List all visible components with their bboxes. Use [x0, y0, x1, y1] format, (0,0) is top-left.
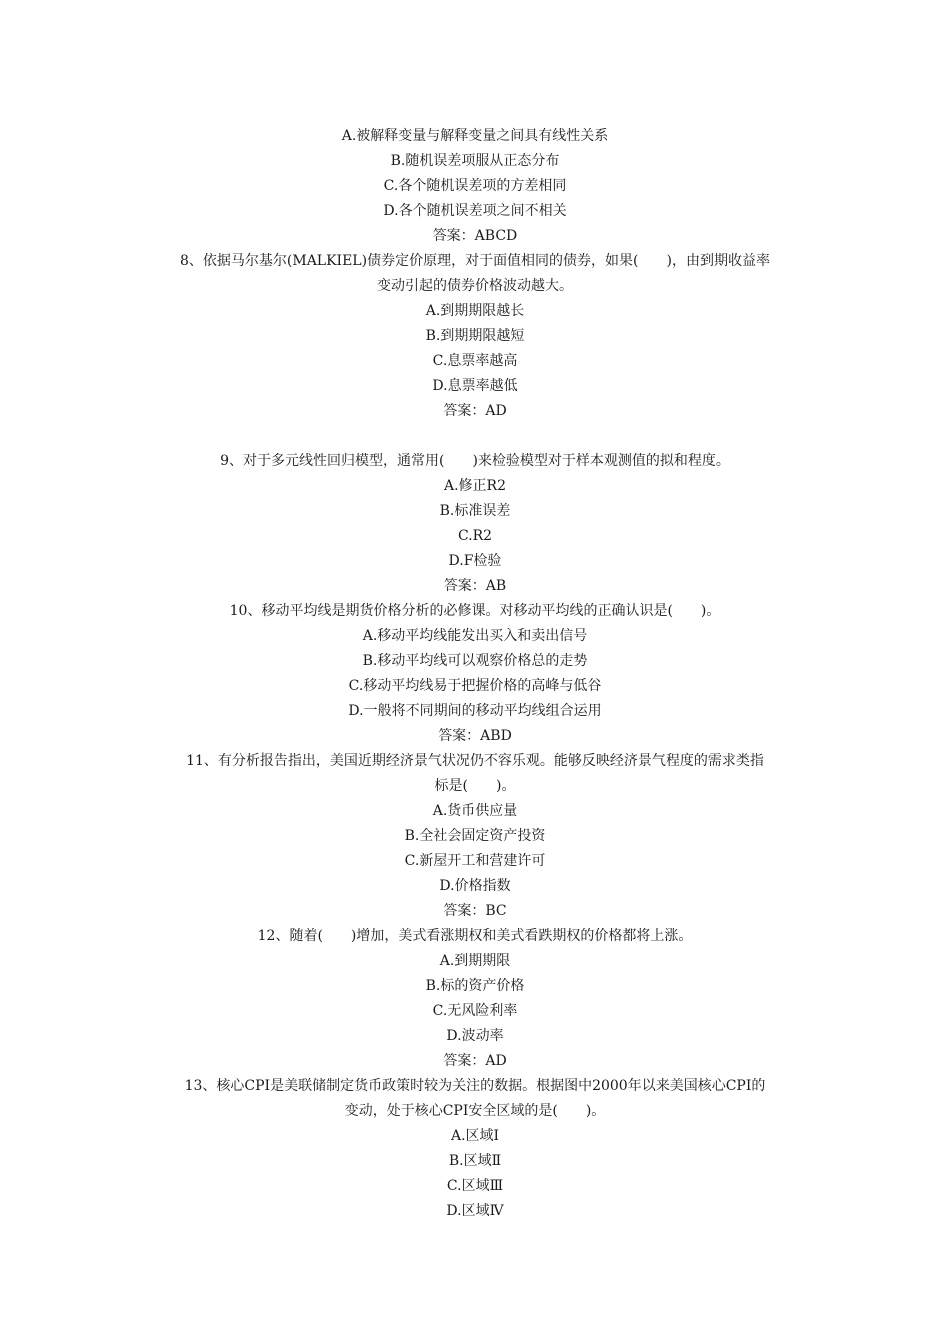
option-d: D.区域Ⅳ: [446, 1203, 504, 1219]
question-stem: 11、有分析报告指出，美国近期经济景气状况仍不容乐观。能够反映经济景气程度的需求类指: [186, 753, 764, 769]
option-d: D.价格指数: [439, 878, 511, 894]
option-c: C.各个随机误差项的方差相同: [383, 178, 567, 194]
question-stem: 8、依据马尔基尔(MALKIEL)债券定价原理，对于面值相同的债券，如果( )，由到期收益率: [179, 253, 770, 269]
question-7: [0, 124, 950, 249]
option-c: C.移动平均线易于把握价格的高峰与低谷: [348, 678, 602, 694]
option-d: D.息票率越低: [432, 378, 518, 394]
option-b: B.标准误差: [439, 503, 511, 519]
option-a: A.移动平均线能发出买入和卖出信号: [362, 628, 588, 644]
question-12: [0, 924, 950, 1074]
option-a: A.被解释变量与解释变量之间具有线性关系: [341, 128, 609, 144]
option-c: C.无风险利率: [432, 1003, 518, 1019]
option-a: A.到期期限越长: [425, 303, 525, 319]
option-d: D.波动率: [446, 1028, 504, 1044]
answer: 答案：ABCD: [432, 228, 518, 244]
question-11: [0, 749, 950, 924]
answer: 答案：BC: [443, 903, 507, 919]
option-a: A.到期期限: [439, 953, 511, 969]
option-c: C.息票率越高: [432, 353, 518, 369]
option-b: B.移动平均线可以观察价格总的走势: [362, 653, 588, 669]
question-stem: 10、移动平均线是期货价格分析的必修课。对移动平均线的正确认识是( )。: [229, 603, 721, 619]
question-stem: 12、随着( )增加，美式看涨期权和美式看跌期权的价格都将上涨。: [257, 928, 693, 944]
answer: 答案：AD: [443, 1053, 507, 1069]
option-a: A.货币供应量: [432, 803, 518, 819]
question-8: [0, 249, 950, 424]
question-stem: 13、核心CPI是美联储制定货币政策时较为关注的数据。根据图中2000年以来美国核心CPI的: [184, 1078, 766, 1094]
question-stem: 9、对于多元线性回归模型，通常用( )来检验模型对于样本观测值的拟和程度。: [220, 453, 730, 469]
option-a: A.修正R2: [443, 478, 506, 494]
option-c: C.新屋开工和营建许可: [404, 853, 546, 869]
blank-line: [0, 424, 950, 449]
answer: 答案：AB: [443, 578, 507, 594]
question-13: [0, 1074, 950, 1224]
document-page: [0, 124, 950, 1224]
option-b: B.区域Ⅱ: [448, 1153, 502, 1169]
option-c: C.区域Ⅲ: [446, 1178, 504, 1194]
question-stem-continued: 标是( )。: [434, 778, 516, 794]
option-b: B.到期期限越短: [425, 328, 525, 344]
option-d: D.各个随机误差项之间不相关: [383, 203, 567, 219]
option-b: B.全社会固定资产投资: [404, 828, 546, 844]
option-a: A.区域Ⅰ: [450, 1128, 500, 1144]
answer: 答案：ABD: [438, 728, 512, 744]
option-c: C.R2: [457, 528, 493, 544]
answer: 答案：AD: [443, 403, 507, 419]
question-stem-continued: 变动，处于核心CPI安全区域的是( )。: [344, 1103, 606, 1119]
option-b: B.随机误差项服从正态分布: [390, 153, 560, 169]
question-stem-continued: 变动引起的债券价格波动越大。: [377, 278, 573, 294]
question-10: [0, 599, 950, 749]
option-b: B.标的资产价格: [425, 978, 525, 994]
question-9: [0, 449, 950, 599]
option-d: D.一般将不同期间的移动平均线组合运用: [348, 703, 602, 719]
option-d: D.F检验: [448, 553, 502, 569]
